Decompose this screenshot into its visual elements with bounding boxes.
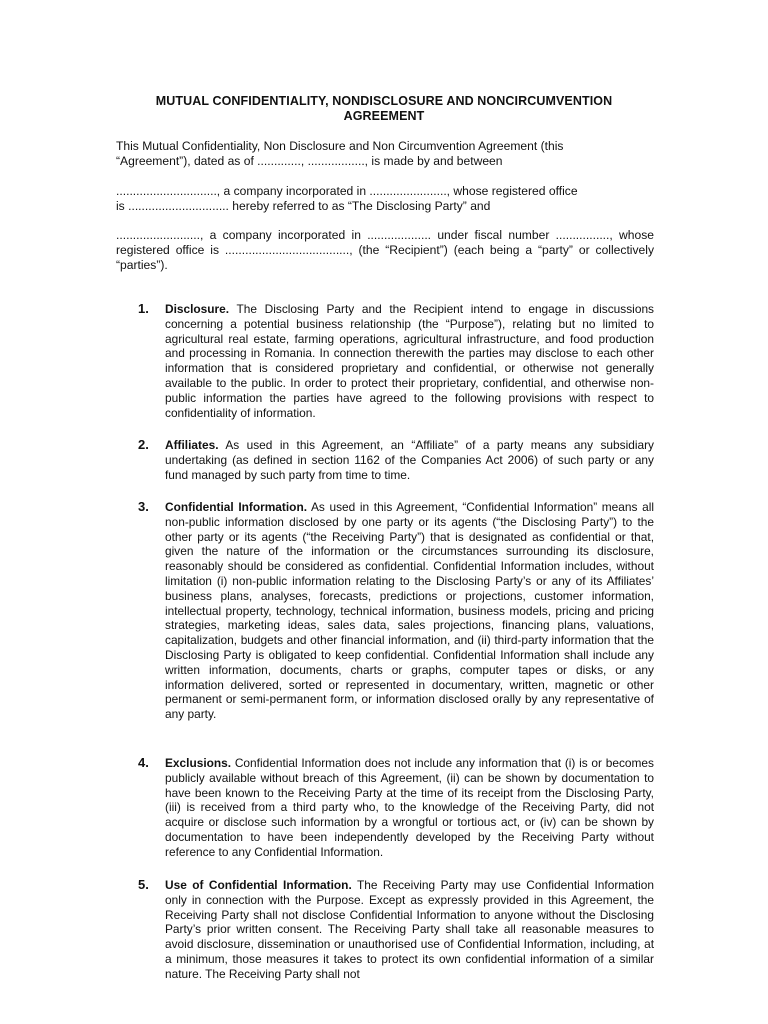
- clause-heading: Exclusions.: [165, 756, 232, 770]
- clause-use-of-confidential-information: [138, 878, 654, 982]
- clause-heading: Disclosure.: [165, 302, 230, 316]
- clause-number: 5.: [138, 877, 149, 892]
- intro-line: “Agreement”), dated as of ............., ................., is made by and between: [116, 154, 503, 168]
- clause-disclosure: [138, 302, 654, 420]
- clause-number: 2.: [138, 437, 149, 452]
- clause-body: [165, 878, 654, 982]
- clause-exclusions: [138, 756, 654, 860]
- document-title: MUTUAL CONFIDENTIALITY, NONDISCLOSURE AND NONCIRCUMVENTION AGREEMENT: [155, 94, 613, 123]
- clause-heading: Confidential Information.: [165, 500, 308, 514]
- clause-text: As used in this Agreement, “Confidential Information” means all non-public information disclosed by one party or its agents (“the Disclosing Party”) to the other party or its agents (“the Receiving Party”) that is designated as confidential or that, given the nature of the information or the circumstances surrounding its disclosure, reasonably should be considered as confidential. Confidential Information includes, without limitation (i) non-public information relating to the Disclosing Party’s or any of its Affiliates’ business plans, analyses, forecasts, predictions or projections, customer information, intellectual property, technology, technical information, business models, pricing and pricing strategies, marketing ideas, sales data, sales projections, financing plans, valuations, capitalization, budgets and other financial information, and (ii) third-party information that the Disclosing Party is obligated to keep confidential. Confidential Information shall include any written information, documents, charts or graphs, computer tapes or disks, or any information delivered, sorted or represented in documentary, written, magnetic or other permanent or semi-permanent form, or information disclosed orally by any representative of any party.: [165, 500, 654, 722]
- clause-text: The Disclosing Party and the Recipient intend to engage in discussions concerning a potential business relationship (the “Purpose”), relating but no limited to agricultural real estate, farming operations, agricultural infrastructure, and food production and processing in Romania. In connection therewith the parties may disclose to each other information that is considered proprietary and confidential, or otherwise not generally available to the public. In order to protect their proprietary, confidential, and otherwise non-public information the parties have agreed to the following provisions with respect to confidentiality of information.: [165, 302, 654, 420]
- clause-body: [165, 438, 654, 482]
- clause-number: 1.: [138, 301, 149, 316]
- clause-text: The Receiving Party may use Confidential Information only in connection with the Purpose. Except as expressly provided in this Agreement, the Receiving Party shall not disclose Confidential Information to anyone without the Disclosing Party’s prior written consent. The Receiving Party shall take all reasonable measures to avoid disclosure, dissemination or unauthorised use of Confidential Information, including, at a minimum, those measures it takes to protect its own confidential information of a similar nature. The Receiving Party shall not: [165, 878, 654, 981]
- clause-heading: Use of Confidential Information.: [165, 878, 352, 892]
- clause-confidential-information: [138, 500, 654, 722]
- clause-body: [165, 756, 654, 860]
- party-one-line: .............................., a company incorporated in ......................., whose registered office: [116, 184, 578, 198]
- clause-text: Confidential Information does not include any information that (i) is or becomes publicly available without breach of this Agreement, (ii) can be shown by documentation to have been known to the Receiving Party at the time of its receipt from the Disclosing Party, (iii) is received from a third party who, to the knowledge of the Receiving Party, did not acquire or disclose such information by a wrongful or tortious act, or (iv) can be shown by documentation to have been independently developed by the Receiving Party without reference to any Confidential Information.: [165, 756, 654, 859]
- party-one-line: is .............................. hereby referred to as “The Disclosing Party” and: [116, 199, 491, 213]
- intro-paragraph: [116, 139, 654, 169]
- party-one-paragraph: [116, 184, 654, 214]
- clause-body: [165, 500, 654, 722]
- party-two-paragraph: ........................., a company incorporated in ................... under fiscal number ................, whose registered office is ....................................., (the “Recipient”) (each being a “party” or collectively “parties”).: [116, 228, 654, 272]
- clause-text: As used in this Agreement, an “Affiliate” of a party means any subsidiary undertaking (as defined in section 1162 of the Companies Act 2006) of such party or any fund managed by such party from time to time.: [165, 438, 654, 482]
- clause-number: 4.: [138, 755, 149, 770]
- clause-heading: Affiliates.: [165, 438, 219, 452]
- clause-affiliates: [138, 438, 654, 482]
- clause-body: [165, 302, 654, 420]
- clause-number: 3.: [138, 499, 149, 514]
- intro-line: This Mutual Confidentiality, Non Disclosure and Non Circumvention Agreement (this: [116, 139, 564, 153]
